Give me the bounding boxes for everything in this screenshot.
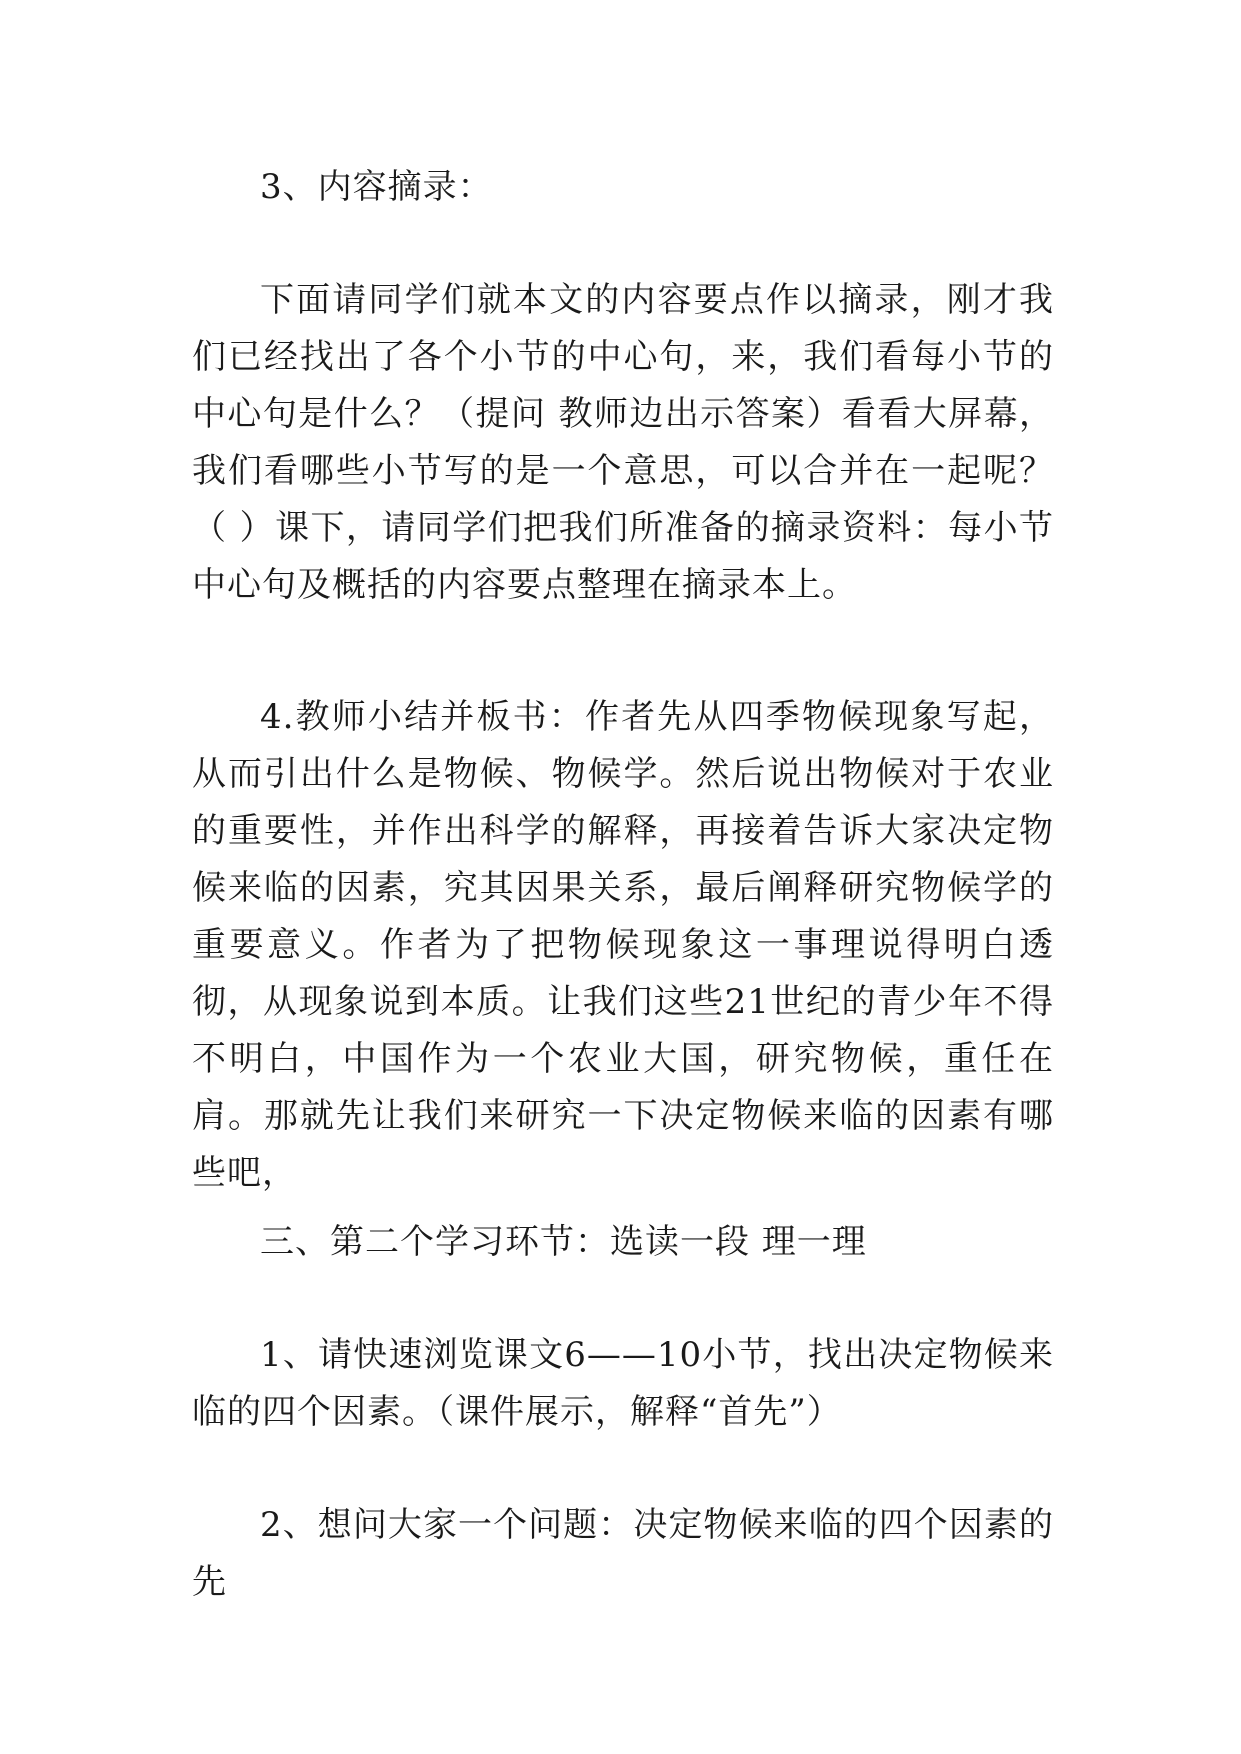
- section-heading-content-excerpt: 3、内容摘录：: [260, 167, 493, 207]
- paragraph-teacher-summary: 4.教师小结并板书：作者先从四季物候现象写起，从而引出什么是物候、物候学。然后说出物候对于农业的重要性，并作出科学的解释，再接着告诉大家决定物候来临的因素，究其因果关系，最后阐释研究物候学的重要意义。作者为了把物候现象这一事理说得明白透彻，从现象说到本质。让我们这些21世纪的青少年不得不明白，中国作为一个农业大国，研究物候，重任在肩。那就先让我们来研究一下决定物候来临的因素有哪些吧，: [192, 697, 1054, 1193]
- paragraph-task-two: 2、想问大家一个问题：决定物候来临的四个因素的先: [192, 1505, 1054, 1602]
- paragraph-task-one: 1、请快速浏览课文6——10小节，找出决定物候来临的四个因素。（课件展示，解释“首先”）: [192, 1335, 1054, 1432]
- paragraph-excerpt-instructions: 下面请同学们就本文的内容要点作以摘录，刚才我们已经找出了各个小节的中心句，来，我们看每小节的中心句是什么？（提问 教师边出示答案）看看大屏幕，我们看哪些小节写的是一个意思，可以合并在一起呢？（ ）课下，请同学们把我们所准备的摘录资料：每小节中心句及概括的内容要点整理在摘录本上。: [192, 280, 1054, 605]
- section-heading-second-learning-step: 三、第二个学习环节：选读一段 理一理: [260, 1222, 867, 1262]
